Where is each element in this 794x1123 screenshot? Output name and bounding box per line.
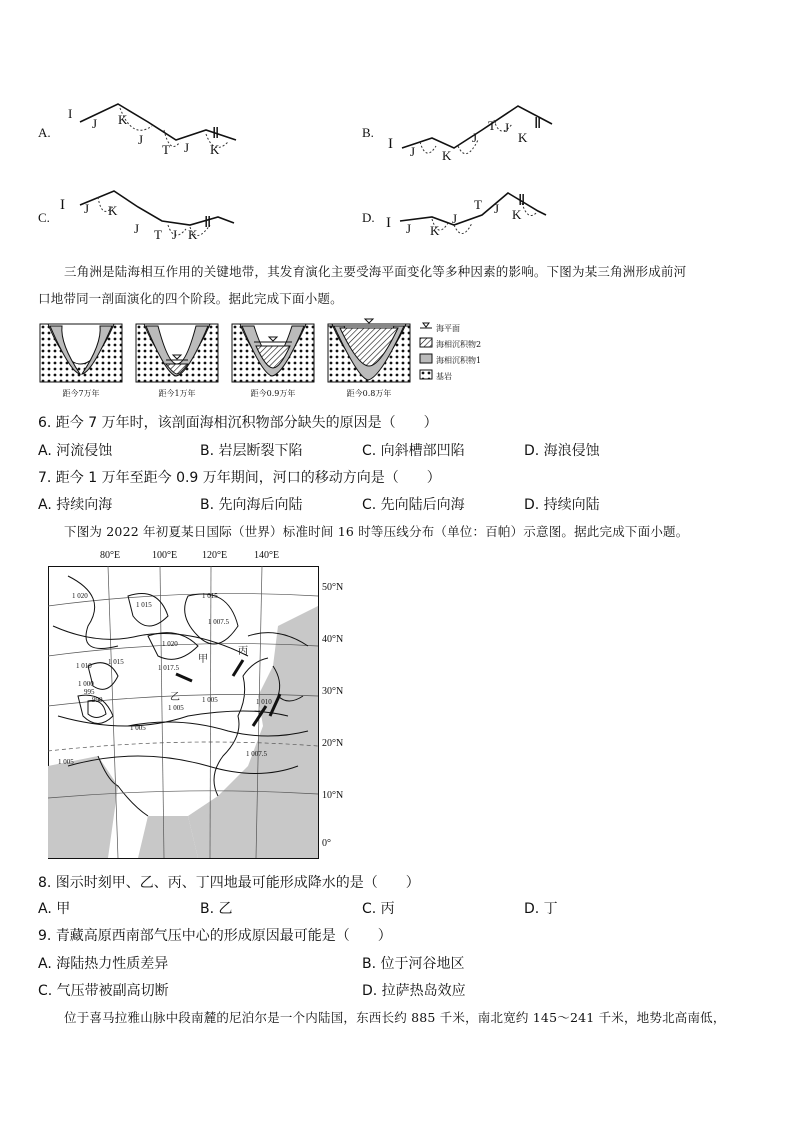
profile-option-c [38, 185, 238, 255]
lon-label: 80°E [100, 550, 121, 561]
isobar-value: 995 [84, 688, 95, 696]
isobar-value: 1 017.5 [158, 664, 179, 672]
legend-label: 基岩 [436, 372, 452, 381]
mark-j: J [504, 120, 510, 135]
q9-option-b[interactable]: B. 位于河谷地区 [362, 956, 465, 972]
mark-ii: Ⅱ [204, 215, 212, 231]
nepal-intro: 位于喜马拉雅山脉中段南麓的尼泊尔是一个内陆国，东西长约 885 千米，南北宽约 145～241 千米，地势北高南低， [64, 1010, 726, 1025]
q6-option-b[interactable]: B. 岩层断裂下陷 [200, 443, 303, 459]
q6-option-a[interactable]: A. 河流侵蚀 [38, 443, 113, 459]
legend-label: 海相沉积物1 [436, 356, 482, 365]
mark-j: J [494, 201, 500, 216]
isobar-map-svg [48, 566, 320, 860]
mark-i: I [68, 106, 73, 121]
isobar-value: 1 010 [76, 662, 92, 670]
q7-option-d[interactable]: D. 持续向陆 [524, 497, 600, 513]
lat-label: 20°N [322, 738, 344, 749]
profile-diagram [58, 100, 248, 170]
delta-stages-figure [36, 318, 496, 400]
option-label: B. [362, 125, 374, 140]
isobar-value: 1 005 [58, 758, 74, 766]
mark-j: J [452, 211, 458, 226]
delta-intro-line1: 三角洲是陆海相互作用的关键地带，其发育演化主要受海平面变化等多种因素的影响。下图为某三角洲形成前河 [64, 264, 687, 279]
option-label: A. [38, 125, 51, 140]
mark-j: J [184, 140, 190, 155]
isobar-value: 1 000 [78, 680, 94, 688]
mark-k: K [518, 130, 528, 145]
mark-k: K [188, 227, 198, 242]
mark-j: J [406, 221, 412, 236]
mark-k: K [512, 207, 522, 222]
profile-diagram [58, 185, 248, 255]
profile-option-b [362, 100, 562, 170]
q7-option-a[interactable]: A. 持续向海 [38, 497, 113, 513]
q9-option-c[interactable]: C. 气压带被副高切断 [38, 983, 169, 999]
lon-label: 100°E [152, 550, 178, 561]
q6-option-d[interactable]: D. 海浪侵蚀 [524, 443, 600, 459]
isobar-value: 1 007.5 [208, 618, 229, 626]
q8-option-c[interactable]: C. 丙 [362, 901, 395, 917]
mark-k: K [108, 203, 118, 218]
profile-option-a [38, 100, 238, 170]
q8-option-a[interactable]: A. 甲 [38, 901, 71, 917]
isobar-value: 1 015 [136, 601, 152, 609]
stage-caption: 距今0.8万年 [346, 389, 392, 398]
q6-option-c[interactable]: C. 向斜槽部凹陷 [362, 443, 465, 459]
mark-t: T [474, 197, 482, 212]
q8-option-b[interactable]: B. 乙 [200, 901, 233, 917]
lon-label: 120°E [202, 550, 228, 561]
legend-label: 海相沉积物2 [436, 340, 482, 349]
place-yi: 乙 [170, 692, 180, 703]
place-ding: 丁 [254, 710, 264, 721]
mark-k: K [118, 112, 128, 127]
isobar-value: 1 010 [256, 698, 272, 706]
option-label: C. [38, 210, 50, 225]
q7-option-c[interactable]: C. 先向陆后向海 [362, 497, 465, 513]
q9-option-d[interactable]: D. 拉萨热岛效应 [362, 983, 466, 999]
lat-label: 40°N [322, 634, 344, 645]
lon-label: 140°E [254, 550, 280, 561]
q7-option-b[interactable]: B. 先向海后向陆 [200, 497, 303, 513]
question-8-stem: 8. 图示时刻甲、乙、丙、丁四地最可能形成降水的是（ ） [38, 875, 420, 891]
question-7-stem: 7. 距今 1 万年至距今 0.9 万年期间，河口的移动方向是（ ） [38, 470, 441, 486]
mark-j: J [134, 221, 140, 236]
mark-k: K [210, 142, 220, 157]
stage-caption: 距今1万年 [158, 389, 196, 398]
mark-j: J [472, 130, 478, 145]
mark-ii: Ⅱ [518, 193, 526, 209]
question-6-stem: 6. 距今 7 万年时，该剖面海相沉积物部分缺失的原因是（ ） [38, 415, 438, 431]
profile-option-d [362, 185, 562, 255]
lat-label: 50°N [322, 582, 344, 593]
mark-ii: Ⅱ [534, 116, 542, 132]
mark-j: J [84, 201, 90, 216]
isobar-value: 1 015 [202, 592, 218, 600]
q8-option-d[interactable]: D. 丁 [524, 901, 558, 917]
delta-stages-svg [36, 318, 496, 388]
delta-intro-line2: 口地带同一剖面演化的四个阶段。据此完成下面小题。 [38, 291, 343, 306]
mark-ii: Ⅱ [212, 126, 220, 142]
question-9-stem: 9. 青藏高原西南部气压中心的形成原因最可能是（ ） [38, 928, 392, 944]
place-jia: 甲 [198, 654, 208, 665]
lat-label: 0° [322, 838, 331, 849]
lat-label: 10°N [322, 790, 344, 801]
q9-option-a[interactable]: A. 海陆热力性质差异 [38, 956, 169, 972]
mark-t: T [154, 227, 162, 242]
isobar-value: 1 005 [168, 704, 184, 712]
isobar-value: 1 020 [162, 640, 178, 648]
place-bing: 丙 [238, 646, 248, 657]
mark-j: J [138, 132, 144, 147]
mark-t: T [488, 118, 496, 133]
mark-j: J [172, 227, 178, 242]
profile-diagram [382, 185, 572, 255]
map-intro: 下图为 2022 年初夏某日国际（世界）标准时间 16 时等压线分布（单位：百帕）示意图。据此完成下面小题。 [64, 524, 689, 539]
isobar-map [48, 548, 358, 862]
stage-caption: 距今7万年 [62, 389, 100, 398]
mark-k: K [430, 223, 440, 238]
mark-i: I [60, 197, 65, 213]
isobar-value: 1 020 [72, 592, 88, 600]
mark-j: J [410, 144, 416, 159]
isobar-value: 990 [92, 696, 103, 704]
mark-k: K [442, 148, 452, 163]
isobar-value: 1 005 [130, 724, 146, 732]
option-label: D. [362, 210, 375, 225]
mark-i: I [386, 215, 391, 231]
mark-i: I [388, 136, 393, 152]
mark-j: J [92, 116, 98, 131]
stage-caption: 距今0.9万年 [250, 389, 296, 398]
lat-label: 30°N [322, 686, 344, 697]
isobar-value: 1 005 [202, 696, 218, 704]
legend-label: 海平面 [436, 324, 460, 333]
isobar-value: 1 007.5 [246, 750, 267, 758]
isobar-value: 1 015 [108, 658, 124, 666]
mark-t: T [162, 142, 170, 157]
